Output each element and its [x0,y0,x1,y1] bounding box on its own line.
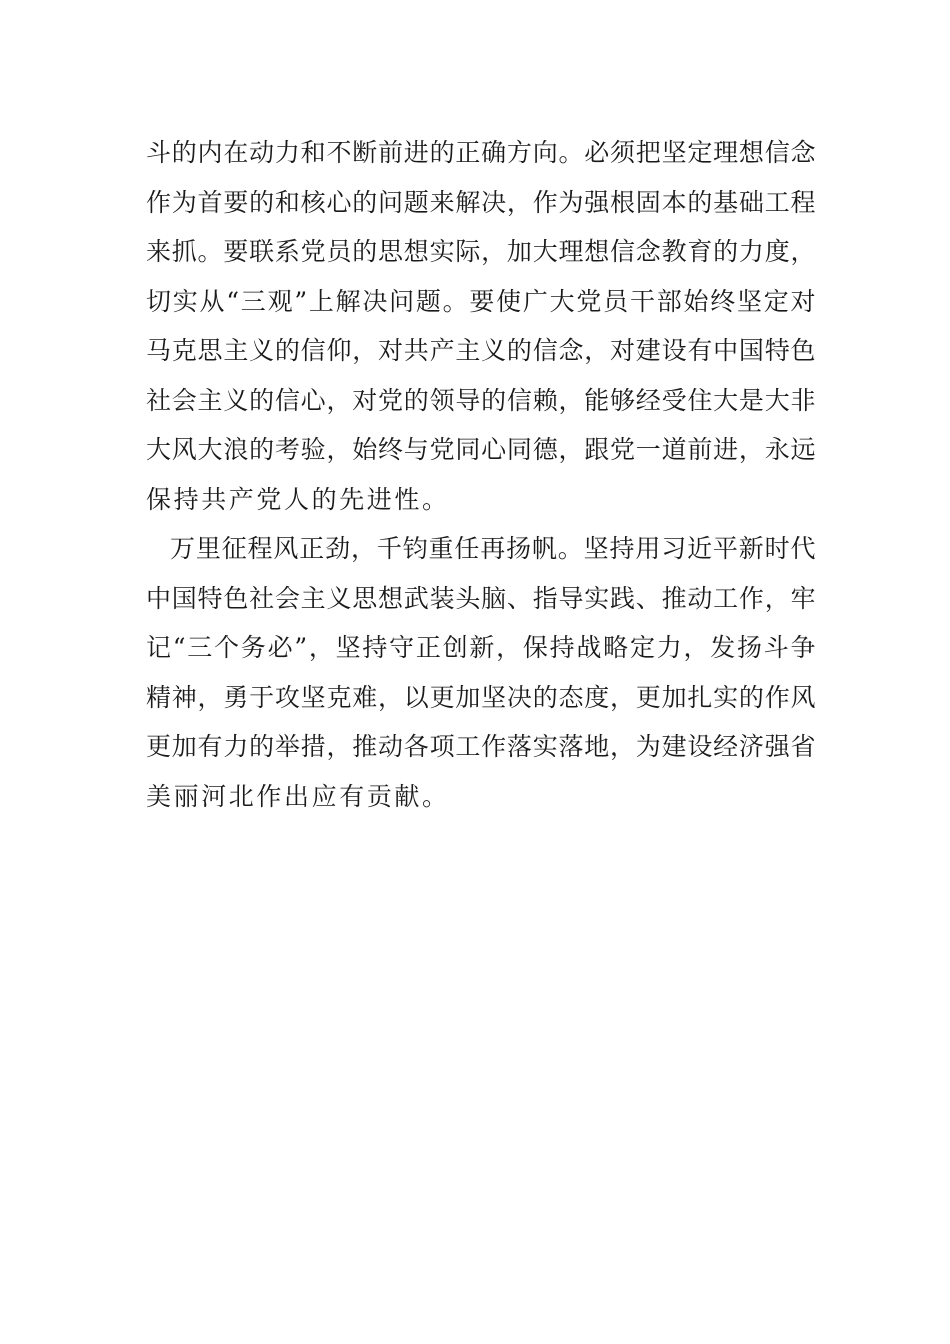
text-line: 精神，勇于攻坚克难，以更加坚决的态度，更加扎实的作风 [146,682,816,712]
text-line: 记“三个务必”，坚持守正创新，保持战略定力，发扬斗争 [146,633,816,662]
paragraph-1 [146,128,816,524]
text-line: 保持共产党人的先进性。 [146,484,450,514]
text-line: 万里征程风正劲，千钧重任再扬帆。坚持用习近平新时代 [170,534,816,563]
text-line: 美丽河北作出应有贡献。 [146,781,450,811]
text-line: 斗的内在动力和不断前进的正确方向。必须把坚定理想信念 [146,138,816,167]
text-line: 中国特色社会主义思想武装头脑、指导实践、推动工作，牢 [146,583,816,613]
text-line: 来抓。要联系党员的思想实际，加大理想信念教育的力度， [146,237,816,266]
paragraph-2 [146,524,816,821]
text-line: 大风大浪的考验，始终与党同心同德，跟党一道前进，永远 [146,435,816,464]
text-line: 切实从“三观”上解决问题。要使广大党员干部始终坚定对 [146,286,816,316]
document-body [146,128,816,821]
text-line: 更加有力的举措，推动各项工作落实落地，为建设经济强省 [146,732,816,761]
text-line: 马克思主义的信仰，对共产主义的信念，对建设有中国特色 [146,336,816,365]
text-line: 作为首要的和核心的问题来解决，作为强根固本的基础工程 [146,187,816,217]
text-line: 社会主义的信心，对党的领导的信赖，能够经受住大是大非 [146,385,816,415]
